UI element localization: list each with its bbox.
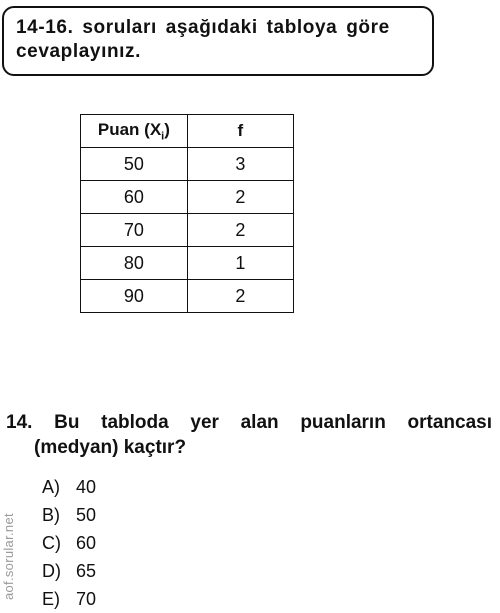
question-word: alan [240,412,279,433]
header-frequency: f [187,115,293,148]
choice-letter: A) [42,477,60,497]
choice-d[interactable] [42,557,96,585]
choice-a[interactable] [42,473,96,501]
frequency-cell: 1 [187,247,293,280]
choice-text: 40 [76,477,97,497]
choice-letter: D) [42,561,61,581]
choice-text: 60 [76,533,97,553]
header-score-suffix: ) [164,119,170,139]
score-cell: 60 [81,181,188,214]
question-line-2: (medyan) kaçtır? [34,437,187,458]
instruction-line-2: cevaplayınız. [16,41,142,62]
choice-letter: B) [42,505,60,525]
frequency-cell: 3 [187,148,293,181]
question-line-1 [6,410,492,435]
question-word: Bu [54,412,80,433]
question-number: 14. [6,412,33,433]
table-row [81,280,294,313]
choice-letter: E) [42,589,60,609]
choice-text: 65 [76,561,97,581]
choice-letter: C) [42,533,61,553]
choice-text: 50 [76,505,97,525]
choice-e[interactable] [42,585,96,613]
choice-text: 70 [76,589,97,609]
score-cell: 70 [81,214,188,247]
question-word: yer [190,412,219,433]
score-cell: 50 [81,148,188,181]
header-score [81,115,188,148]
table-header-row [81,115,294,148]
score-cell: 80 [81,247,188,280]
table-row [81,181,294,214]
question-14 [6,410,492,460]
table-row [81,214,294,247]
site-watermark: aof.sorular.net [1,513,16,600]
header-score-prefix: Puan (X [97,119,162,139]
score-frequency-table [80,114,294,313]
choice-c[interactable] [42,529,96,557]
frequency-cell: 2 [187,280,293,313]
choice-b[interactable] [42,501,96,529]
instruction-box [2,6,434,76]
instruction-line-1: 14-16. soruları aşağıdaki tabloya göre [16,17,390,38]
answer-choices [42,473,96,613]
question-word: tabloda [101,412,169,433]
frequency-cell: 2 [187,214,293,247]
frequency-cell: 2 [187,181,293,214]
question-word: ortancası [407,412,492,433]
table-row [81,247,294,280]
header-score-subscript: i [161,130,165,143]
table-row [81,148,294,181]
question-word: puanların [300,412,386,433]
score-cell: 90 [81,280,188,313]
